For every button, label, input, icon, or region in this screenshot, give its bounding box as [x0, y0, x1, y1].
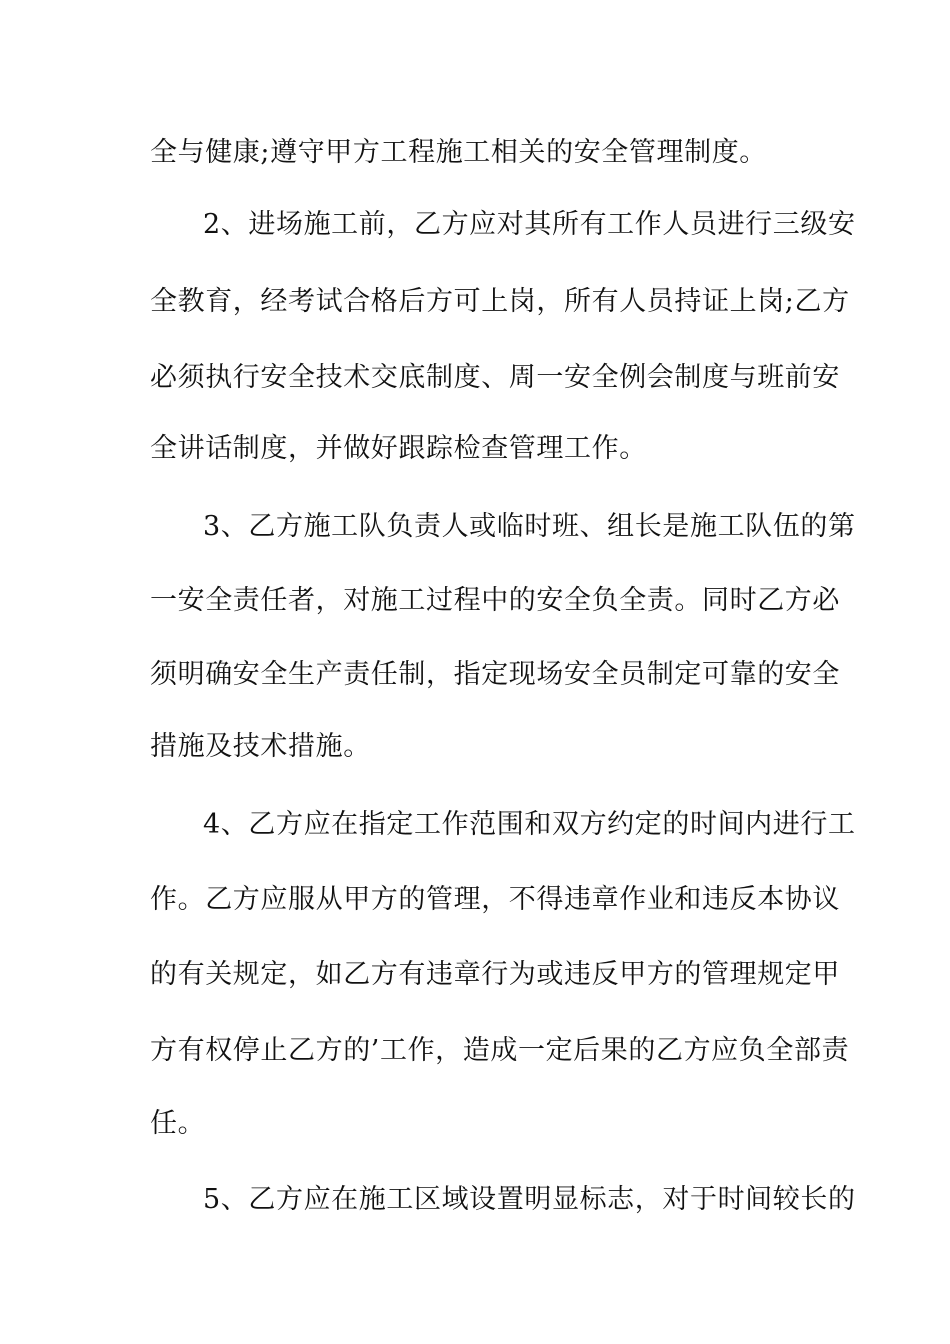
text-line: 全教育，经考试合格后方可上岗，所有人员持证上岗;乙方	[150, 286, 850, 317]
paragraph-2-line: 2、进场施工前，乙方应对其所有工作人员进行三级安	[203, 209, 856, 240]
text-line: 方有权停止乙方的’工作，造成一定后果的乙方应负全部责	[150, 1035, 850, 1066]
text-line: 任。	[150, 1108, 206, 1139]
text-line: 一安全责任者，对施工过程中的安全负全责。同时乙方必	[150, 585, 840, 616]
text-line: 作。乙方应服从甲方的管理，不得违章作业和违反本协议	[150, 884, 840, 915]
paragraph-4-line: 4、乙方应在指定工作范围和双方约定的时间内进行工	[203, 809, 856, 840]
paragraph-5-line: 5、乙方应在施工区域设置明显标志，对于时间较长的	[203, 1184, 856, 1215]
text-line: 全与健康;遵守甲方工程施工相关的安全管理制度。	[150, 137, 767, 168]
text-line: 必须执行安全技术交底制度、周一安全例会制度与班前安	[150, 362, 840, 393]
text-line: 全讲话制度，并做好跟踪检查管理工作。	[150, 433, 647, 464]
text-line: 的有关规定，如乙方有违章行为或违反甲方的管理规定甲	[150, 959, 840, 990]
text-line: 须明确安全生产责任制，指定现场安全员制定可靠的安全	[150, 659, 840, 690]
text-line: 措施及技术措施。	[150, 731, 371, 762]
paragraph-3-line: 3、乙方施工队负责人或临时班、组长是施工队伍的第	[203, 511, 856, 542]
